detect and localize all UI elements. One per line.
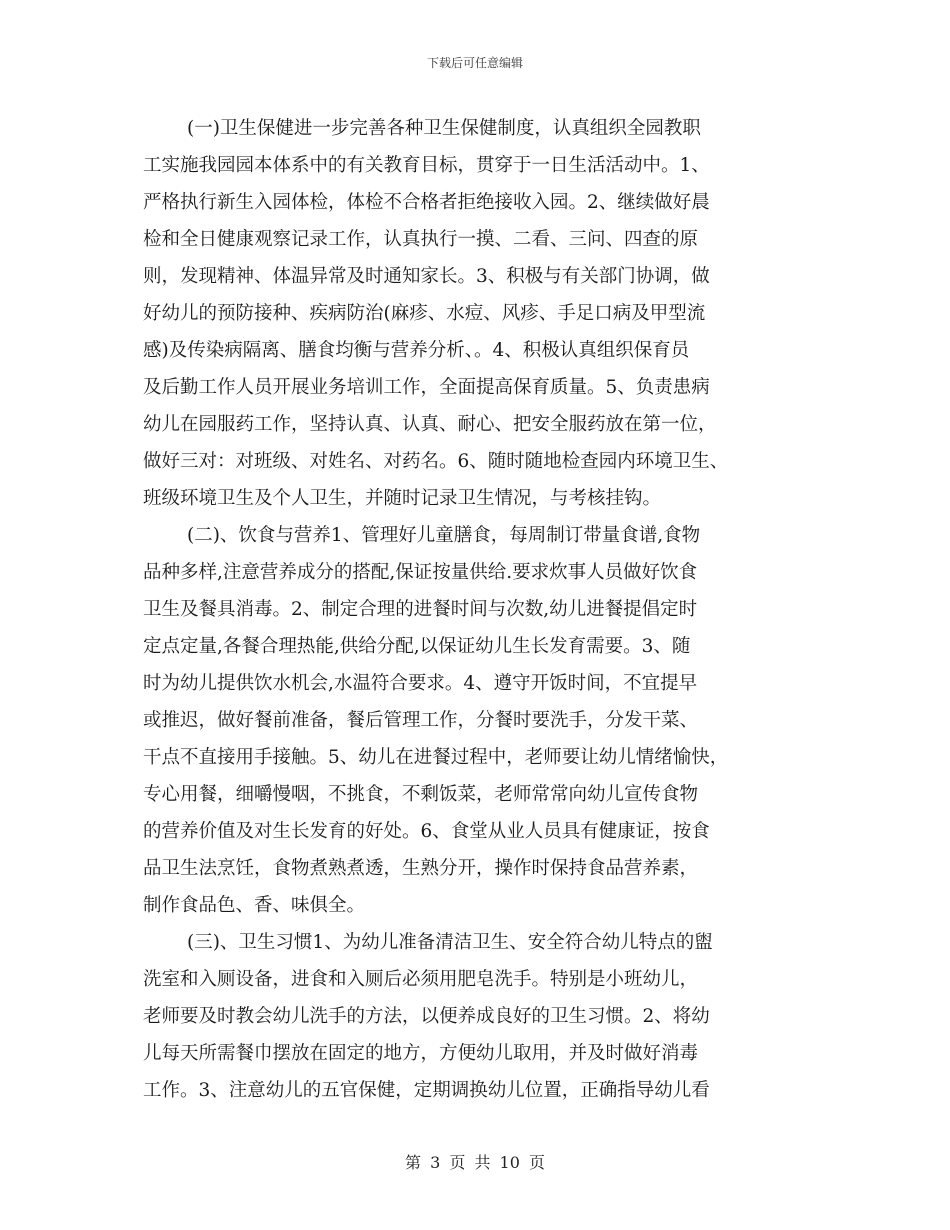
text-line: 专心用餐，细嚼慢咽，不挑食，不剩饭菜，老师常常向幼儿宣传食物 — [143, 784, 699, 805]
text-line: 品卫生法烹饪，食物煮熟煮透，生熟分开，操作时保持食品营养素， — [143, 858, 699, 879]
text-line: (一)卫生保健进一步完善各种卫生保健制度，认真组织全园教职 — [187, 118, 701, 139]
text-line: 做好三对：对班级、对姓名、对药名。6、随时随地检查园内环境卫生、 — [143, 451, 729, 472]
text-line: 感)及传染病隔离、膳食均衡与营养分析、。4、积极认真组织保育员 — [143, 340, 690, 361]
text-line: 定点定量,各餐合理热能,供给分配,以保证幼儿生长发育需要。3、随 — [143, 636, 691, 657]
text-line: 工实施我园园本体系中的有关教育目标，贯穿于一日生活活动中。1、 — [143, 155, 710, 176]
section-diet-nutrition — [143, 517, 808, 924]
text-line: 洗室和入厕设备，进食和入厕后必须用肥皂洗手。特别是小班幼儿， — [143, 969, 699, 990]
text-line: 老师要及时教会幼儿洗手的方法，以便养成良好的卫生习惯。2、将幼 — [143, 1006, 710, 1027]
text-line: 儿每天所需餐巾摆放在固定的地方，方便幼儿取用，并及时做好消毒 — [143, 1043, 699, 1064]
text-line: 时为幼儿提供饮水机会,水温符合要求。4、遵守开饭时间，不宜提早 — [143, 673, 698, 694]
page-footer: 第 3 页 共 10 页 — [405, 1153, 545, 1172]
text-line: 工作。3、注意幼儿的五官保健，定期调换幼儿位置，正确指导幼儿看 — [143, 1080, 710, 1101]
text-line: 则，发现精神、体温异常及时通知家长。3、积极与有关部门协调，做 — [143, 266, 710, 287]
text-line: (二)、饮食与营养1、管理好儿童膳食，每周制订带量食谱,食物 — [187, 525, 701, 546]
text-line: 卫生及餐具消毒。2、制定合理的进餐时间与次数,幼儿进餐提倡定时 — [143, 599, 698, 620]
text-line: 制作食品色、香、味俱全。 — [143, 895, 366, 916]
text-line: 好幼儿的预防接种、疾病防治(麻疹、水痘、风疹、手足口病及甲型流 — [143, 303, 706, 324]
text-line: 品种多样,注意营养成分的搭配,保证按量供给.要求炊事人员做好饮食 — [143, 562, 698, 583]
document-body — [143, 110, 808, 1109]
text-line: 检和全日健康观察记录工作，认真执行一摸、二看、三问、四查的原 — [143, 229, 699, 250]
page-header: 下载后可任意编辑 — [426, 56, 523, 70]
text-line: 及后勤工作人员开展业务培训工作，全面提高保育质量。5、负责患病 — [143, 377, 710, 398]
text-line: 幼儿在园服药工作，坚持认真、认真、耐心、把安全服药放在第一位， — [143, 414, 717, 435]
section-hygiene-care — [143, 110, 808, 517]
text-line: 或推迟，做好餐前准备，餐后管理工作，分餐时要洗手，分发干菜、 — [143, 710, 699, 731]
text-line: 班级环境卫生及个人卫生，并随时记录卫生情况，与考核挂钩。 — [143, 488, 662, 509]
text-line: (三)、卫生习惯1、为幼儿准备清洁卫生、安全符合幼儿特点的盥 — [187, 932, 713, 953]
text-line: 干点不直接用手接触。5、幼儿在进餐过程中，老师要让幼儿情绪愉快， — [143, 747, 729, 768]
text-line: 的营养价值及对生长发育的好处。6、食堂从业人员具有健康证，按食 — [143, 821, 710, 842]
text-line: 严格执行新生入园体检，体检不合格者拒绝接收入园。2、继续做好晨 — [143, 192, 710, 213]
section-hygiene-habits — [143, 924, 808, 1109]
